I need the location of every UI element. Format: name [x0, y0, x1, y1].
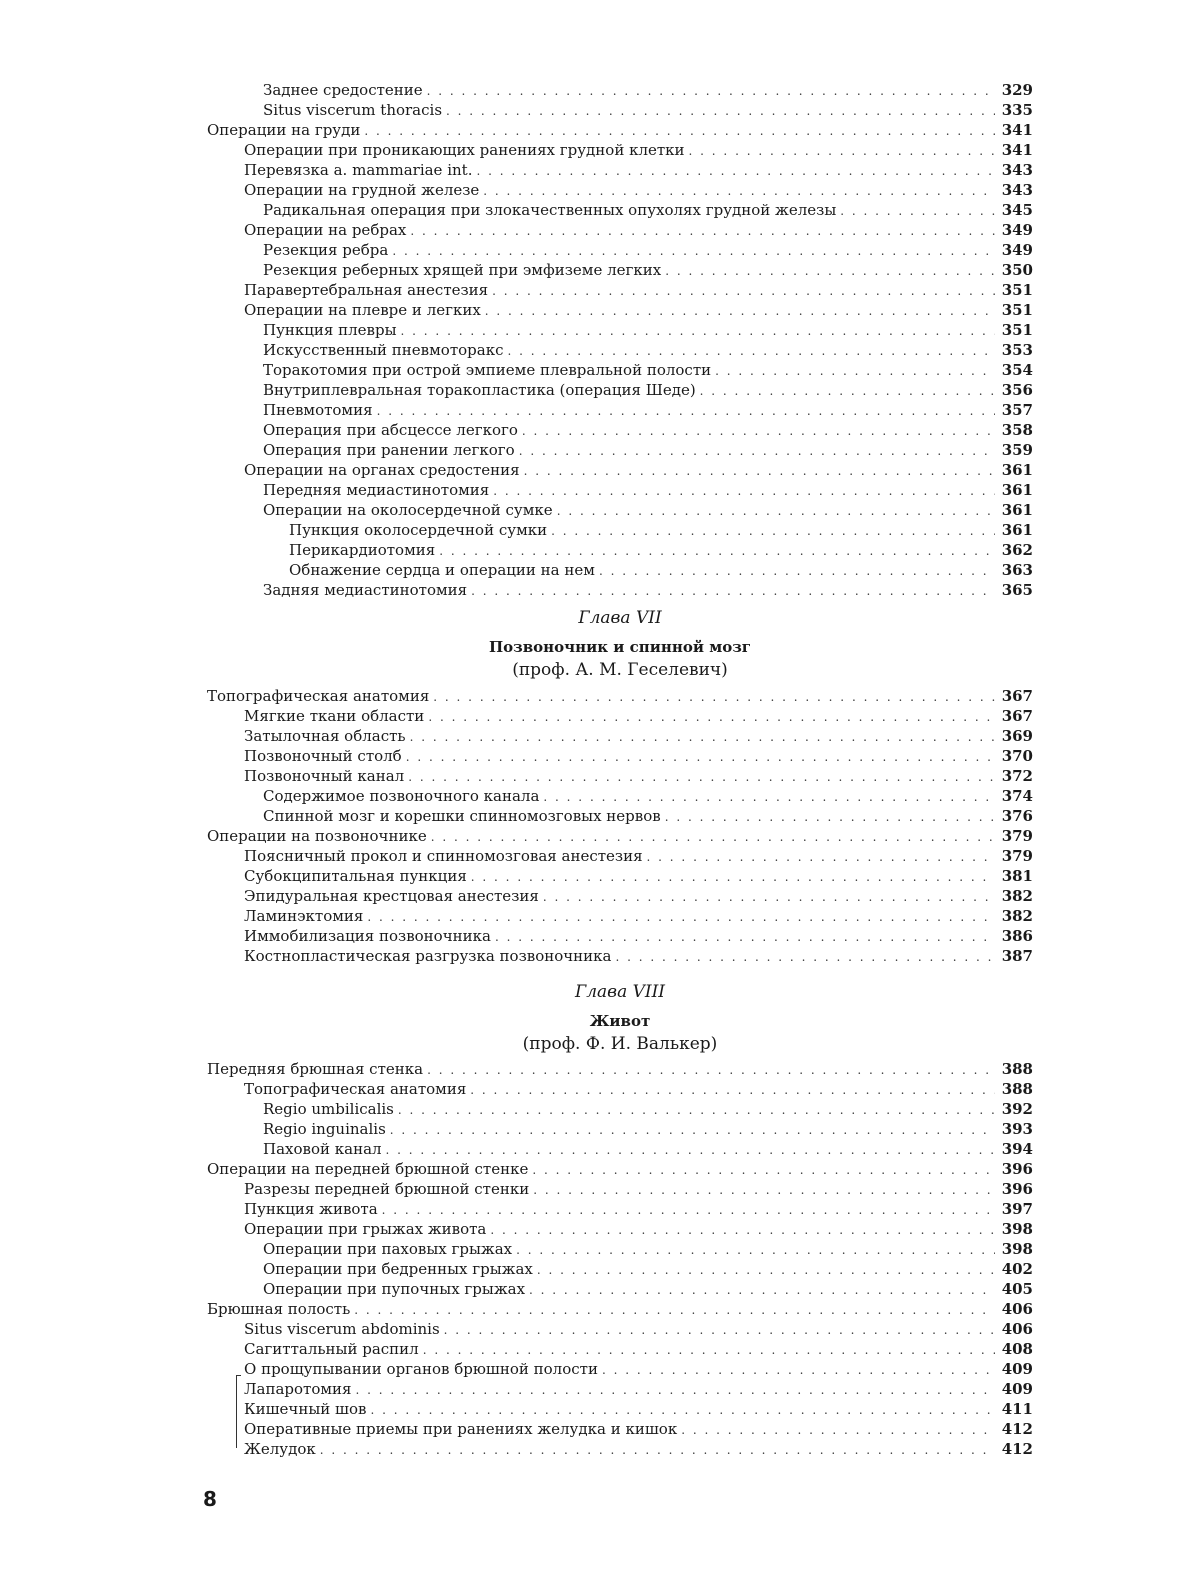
toc-entry-title: Ламинэктомия: [244, 907, 364, 925]
toc-entry-page: 412: [1001, 1420, 1033, 1438]
toc-entry-page: 350: [1001, 261, 1033, 279]
toc-leader-dots: [532, 1160, 995, 1180]
toc-entry-title: Операции на околосердечной сумке: [263, 501, 553, 519]
toc-entry-page: 408: [1001, 1340, 1033, 1358]
toc-entry-title: Паравертебральная анестезия: [244, 281, 489, 299]
toc-entry-title: Операции на передней брюшной стенке: [207, 1160, 529, 1178]
toc-entry-page: 396: [1001, 1180, 1033, 1198]
toc-entry-title: Операции на ребрах: [244, 221, 407, 239]
toc-entry: [207, 1139, 1033, 1159]
toc-leader-dots: [386, 1140, 995, 1160]
toc-entry-page: 362: [1001, 541, 1033, 559]
toc-entry: [207, 946, 1033, 966]
toc-entry-page: 353: [1001, 341, 1033, 359]
toc-entry-page: 387: [1001, 947, 1033, 965]
toc-entry: [207, 686, 1033, 706]
toc-leader-dots: [519, 441, 995, 461]
toc-entry-title: Обнажение сердца и операции на нем: [289, 561, 595, 579]
chapter-7-heading: [207, 606, 1033, 682]
toc-entry-page: 402: [1001, 1260, 1033, 1278]
toc-leader-dots: [471, 867, 995, 887]
toc-leader-dots: [715, 361, 995, 381]
toc-entry: [207, 160, 1033, 180]
chapter-8-heading: [207, 980, 1033, 1056]
toc-entry-title: Situs viscerum abdominis: [244, 1320, 440, 1338]
toc-entry-page: 394: [1001, 1140, 1033, 1158]
toc-entry-title: Костнопластическая разгрузка позвоночника: [244, 947, 612, 965]
toc-leader-dots: [471, 581, 995, 601]
toc-entry-page: 359: [1001, 441, 1033, 459]
toc-entry-title: Операции при пупочных грыжах: [263, 1280, 526, 1298]
toc-entry: [207, 520, 1033, 540]
toc-entry-title: Situs viscerum thoracis: [263, 101, 443, 119]
toc-entry: [207, 1239, 1033, 1259]
toc-entry: [207, 1339, 1033, 1359]
toc-entry-page: 341: [1001, 121, 1033, 139]
toc-entry-page: 365: [1001, 581, 1033, 599]
toc-entry-title: Радикальная операция при злокачественных опухолях грудной железы: [263, 201, 837, 219]
toc-leader-dots: [533, 1180, 995, 1200]
chapter-number: Глава VII: [578, 608, 662, 628]
toc-leader-dots: [390, 1120, 995, 1140]
toc-entry: [207, 1119, 1033, 1139]
toc-entry: [207, 340, 1033, 360]
toc-entry-page: 358: [1001, 421, 1033, 439]
toc-entry: [207, 220, 1033, 240]
toc-entry-page: 405: [1001, 1280, 1033, 1298]
toc-leader-dots: [410, 221, 995, 241]
toc-entry-page: 398: [1001, 1240, 1033, 1258]
toc-entry-page: 351: [1001, 301, 1033, 319]
toc-entry-page: 411: [1001, 1400, 1033, 1418]
toc-leader-dots: [406, 747, 995, 767]
toc-entry: [207, 906, 1033, 926]
toc-leader-dots: [392, 241, 995, 261]
toc-entry: [207, 440, 1033, 460]
toc-leader-dots: [840, 201, 995, 221]
toc-leader-dots: [516, 1240, 995, 1260]
toc-entry: [207, 1059, 1033, 1079]
toc-entry-page: 343: [1001, 161, 1033, 179]
toc-entry-page: 392: [1001, 1100, 1033, 1118]
toc-leader-dots: [522, 421, 995, 441]
toc-entry-page: 379: [1001, 847, 1033, 865]
toc-entry-page: 382: [1001, 887, 1033, 905]
toc-entry-title: О прощупывании органов брюшной полости: [244, 1360, 598, 1378]
chapter-number: Глава VIII: [574, 982, 666, 1002]
toc-entry-title: Кишечный шов: [244, 1400, 367, 1418]
toc-chapter-7: [207, 686, 1033, 966]
toc-entry-title: Перевязка a. mammariae int.: [244, 161, 473, 179]
toc-leader-dots: [485, 301, 995, 321]
toc-entry-page: 361: [1001, 481, 1033, 499]
toc-entry: [207, 846, 1033, 866]
toc-leader-dots: [557, 501, 995, 521]
toc-entry-title: Брюшная полость: [207, 1300, 351, 1318]
toc-leader-dots: [427, 81, 995, 101]
toc-entry-title: Regio umbilicalis: [263, 1100, 394, 1118]
toc-entry-page: 374: [1001, 787, 1033, 805]
toc-entry-page: 381: [1001, 867, 1033, 885]
toc-entry: [207, 240, 1033, 260]
toc-entry-title: Операции на грудной железе: [244, 181, 480, 199]
toc-entry: [207, 746, 1033, 766]
toc-leader-dots: [665, 807, 995, 827]
toc-entry-title: Позвоночный столб: [244, 747, 402, 765]
toc-entry-page: 388: [1001, 1080, 1033, 1098]
toc-leader-dots: [423, 1340, 995, 1360]
toc-leader-dots: [647, 847, 995, 867]
toc-entry: [207, 320, 1033, 340]
toc-leader-dots: [476, 161, 995, 181]
toc-entry-page: 386: [1001, 927, 1033, 945]
toc-entry-page: 361: [1001, 461, 1033, 479]
toc-entry: [207, 1079, 1033, 1099]
toc-entry-title: Операция при абсцессе легкого: [263, 421, 518, 439]
margin-bracket-mark: [236, 1375, 241, 1448]
toc-entry-page: 349: [1001, 241, 1033, 259]
toc-leader-dots: [377, 401, 995, 421]
toc-leader-dots: [370, 1400, 995, 1420]
toc-entry-title: Субокципитальная пункция: [244, 867, 467, 885]
toc-leader-dots: [401, 321, 995, 341]
toc-leader-dots: [446, 101, 995, 121]
toc-leader-dots: [367, 907, 995, 927]
toc-entry: [207, 1199, 1033, 1219]
toc-entry-title: Торакотомия при острой эмпиеме плевральной полости: [263, 361, 712, 379]
toc-entry: [207, 1319, 1033, 1339]
toc-entry-page: 396: [1001, 1160, 1033, 1178]
toc-entry-page: 412: [1001, 1440, 1033, 1458]
toc-entry-page: 406: [1001, 1300, 1033, 1318]
toc-entry-page: 329: [1001, 81, 1033, 99]
toc-entry-title: Искусственный пневмоторакс: [263, 341, 504, 359]
toc-entry: [207, 540, 1033, 560]
toc-leader-dots: [427, 1060, 995, 1080]
toc-entry: [207, 1259, 1033, 1279]
toc-leader-dots: [470, 1080, 995, 1100]
toc-entry-title: Задняя медиастинотомия: [263, 581, 468, 599]
toc-entry-page: 379: [1001, 827, 1033, 845]
toc-leader-dots: [681, 1420, 995, 1440]
toc-entry-title: Операции на плевре и легких: [244, 301, 481, 319]
toc-entry: [207, 280, 1033, 300]
toc-entry: [207, 260, 1033, 280]
chapter-title: Позвоночник и спинной мозг: [489, 638, 751, 656]
toc-entry: [207, 420, 1033, 440]
toc-entry-page: 382: [1001, 907, 1033, 925]
toc-entry-title: Оперативные приемы при ранениях желудка и кишок: [244, 1420, 678, 1438]
toc-entry: [207, 1399, 1033, 1419]
toc-entry-page: 376: [1001, 807, 1033, 825]
toc-section-chest: [207, 80, 1033, 600]
toc-leader-dots: [599, 561, 995, 581]
toc-entry-title: Иммобилизация позвоночника: [244, 927, 491, 945]
toc-entry: [207, 380, 1033, 400]
toc-entry-page: 363: [1001, 561, 1033, 579]
toc-entry-page: 354: [1001, 361, 1033, 379]
toc-entry: [207, 200, 1033, 220]
toc-entry-title: Regio inguinalis: [263, 1120, 386, 1138]
toc-entry: [207, 400, 1033, 420]
toc-entry-title: Операции при паховых грыжах: [263, 1240, 513, 1258]
toc-entry-title: Лапаротомия: [244, 1380, 352, 1398]
toc-entry-title: Передняя медиастинотомия: [263, 481, 490, 499]
toc-entry-title: Мягкие ткани области: [244, 707, 425, 725]
toc-entry-title: Операция при ранении легкого: [263, 441, 515, 459]
toc-entry: [207, 726, 1033, 746]
toc-entry-title: Резекция реберных хрящей при эмфиземе легких: [263, 261, 662, 279]
toc-leader-dots: [490, 1220, 995, 1240]
toc-entry: [207, 1419, 1033, 1439]
toc-entry: [207, 100, 1033, 120]
chapter-author: (проф. Ф. И. Валькер): [522, 1034, 718, 1054]
toc-entry-title: Пневмотомия: [263, 401, 373, 419]
toc-entry: [207, 926, 1033, 946]
toc-entry-page: 370: [1001, 747, 1033, 765]
toc-entry-page: 369: [1001, 727, 1033, 745]
toc-entry-page: 343: [1001, 181, 1033, 199]
toc-entry-page: 409: [1001, 1380, 1033, 1398]
toc-leader-dots: [529, 1280, 995, 1300]
toc-entry: [207, 180, 1033, 200]
toc-entry: [207, 866, 1033, 886]
toc-leader-dots: [524, 461, 995, 481]
toc-entry: [207, 1099, 1033, 1119]
toc-entry: [207, 460, 1033, 480]
toc-entry: [207, 80, 1033, 100]
chapter-title: Живот: [589, 1012, 651, 1030]
toc-entry: [207, 560, 1033, 580]
toc-entry-page: 349: [1001, 221, 1033, 239]
toc-entry: [207, 1299, 1033, 1319]
toc-leader-dots: [700, 381, 995, 401]
toc-entry-title: Заднее средостение: [263, 81, 423, 99]
toc-entry-title: Операции при грыжах живота: [244, 1220, 487, 1238]
toc-entry-page: 398: [1001, 1220, 1033, 1238]
toc-leader-dots: [408, 767, 995, 787]
toc-leader-dots: [543, 887, 995, 907]
toc-leader-dots: [689, 141, 995, 161]
toc-entry-title: Внутриплевральная торакопластика (операция Шеде): [263, 381, 696, 399]
toc-leader-dots: [320, 1440, 995, 1460]
toc-entry-title: Пункция плевры: [263, 321, 397, 339]
toc-entry-title: Операции на позвоночнике: [207, 827, 427, 845]
toc-chapter-8: [207, 1059, 1033, 1459]
toc-entry: [207, 580, 1033, 600]
toc-entry-title: Содержимое позвоночного канала: [263, 787, 540, 805]
toc-entry: [207, 1219, 1033, 1239]
toc-leader-dots: [444, 1320, 995, 1340]
toc-entry-page: 361: [1001, 501, 1033, 519]
toc-leader-dots: [398, 1100, 995, 1120]
toc-entry: [207, 500, 1033, 520]
toc-entry-title: Топографическая анатомия: [244, 1080, 467, 1098]
toc-leader-dots: [495, 927, 995, 947]
toc-leader-dots: [428, 707, 995, 727]
toc-entry-title: Операции при бедренных грыжах: [263, 1260, 533, 1278]
toc-entry: [207, 1179, 1033, 1199]
toc-entry-title: Резекция ребра: [263, 241, 389, 259]
toc-entry-title: Операции на груди: [207, 121, 361, 139]
toc-entry-page: 367: [1001, 687, 1033, 705]
toc-entry-page: 335: [1001, 101, 1033, 119]
toc-entry-page: 351: [1001, 321, 1033, 339]
toc-entry: [207, 706, 1033, 726]
toc-leader-dots: [665, 261, 995, 281]
toc-entry-page: 361: [1001, 521, 1033, 539]
toc-leader-dots: [543, 787, 995, 807]
toc-entry-title: Сагиттальный распил: [244, 1340, 419, 1358]
toc-entry-title: Паховой канал: [263, 1140, 382, 1158]
toc-leader-dots: [439, 541, 995, 561]
toc-leader-dots: [433, 687, 995, 707]
toc-entry: [207, 1359, 1033, 1379]
toc-entry-page: 341: [1001, 141, 1033, 159]
toc-entry-title: Эпидуральная крестцовая анестезия: [244, 887, 539, 905]
toc-entry-title: Затылочная область: [244, 727, 406, 745]
toc-entry: [207, 786, 1033, 806]
toc-entry-title: Перикардиотомия: [289, 541, 436, 559]
toc-leader-dots: [364, 121, 995, 141]
toc-entry-page: 409: [1001, 1360, 1033, 1378]
toc-entry-page: 372: [1001, 767, 1033, 785]
toc-leader-dots: [616, 947, 996, 967]
toc-entry: [207, 826, 1033, 846]
toc-entry: [207, 120, 1033, 140]
toc-leader-dots: [483, 181, 995, 201]
toc-entry: [207, 806, 1033, 826]
toc-entry-title: Операции на органах средостения: [244, 461, 520, 479]
toc-entry-title: Передняя брюшная стенка: [207, 1060, 424, 1078]
toc-leader-dots: [551, 521, 995, 541]
toc-entry-title: Разрезы передней брюшной стенки: [244, 1180, 530, 1198]
toc-entry-page: 367: [1001, 707, 1033, 725]
toc-entry: [207, 1439, 1033, 1459]
toc-leader-dots: [431, 827, 995, 847]
chapter-author: (проф. А. М. Геселевич): [512, 660, 728, 680]
toc-entry: [207, 1279, 1033, 1299]
toc-leader-dots: [507, 341, 995, 361]
toc-entry: [207, 300, 1033, 320]
toc-entry: [207, 886, 1033, 906]
toc-entry-page: 388: [1001, 1060, 1033, 1078]
toc-entry-title: Топографическая анатомия: [207, 687, 430, 705]
toc-entry-page: 357: [1001, 401, 1033, 419]
toc-leader-dots: [493, 481, 995, 501]
toc-entry-title: Пункция околосердечной сумки: [289, 521, 548, 539]
toc-entry-page: 351: [1001, 281, 1033, 299]
toc-leader-dots: [382, 1200, 995, 1220]
toc-entry-title: Спинной мозг и корешки спинномозговых нервов: [263, 807, 661, 825]
toc-entry-title: Пункция живота: [244, 1200, 378, 1218]
toc-entry-page: 397: [1001, 1200, 1033, 1218]
toc-entry: [207, 480, 1033, 500]
toc-entry: [207, 1379, 1033, 1399]
toc-entry-page: 356: [1001, 381, 1033, 399]
toc-entry-page: 345: [1001, 201, 1033, 219]
toc-entry: [207, 1159, 1033, 1179]
toc-leader-dots: [492, 281, 995, 301]
toc-entry-title: Желудок: [244, 1440, 316, 1458]
toc-entry: [207, 140, 1033, 160]
toc-leader-dots: [602, 1360, 995, 1380]
toc-entry-page: 406: [1001, 1320, 1033, 1338]
toc-leader-dots: [356, 1380, 996, 1400]
toc-entry: [207, 766, 1033, 786]
toc-entry: [207, 360, 1033, 380]
toc-entry-title: Операции при проникающих ранениях грудной клетки: [244, 141, 685, 159]
toc-entry-page: 393: [1001, 1120, 1033, 1138]
toc-entry-title: Поясничный прокол и спинномозговая анестезия: [244, 847, 643, 865]
toc-leader-dots: [410, 727, 995, 747]
toc-leader-dots: [537, 1260, 995, 1280]
toc-entry-title: Позвоночный канал: [244, 767, 405, 785]
toc-leader-dots: [354, 1300, 995, 1320]
page-number: 8: [203, 1487, 217, 1511]
